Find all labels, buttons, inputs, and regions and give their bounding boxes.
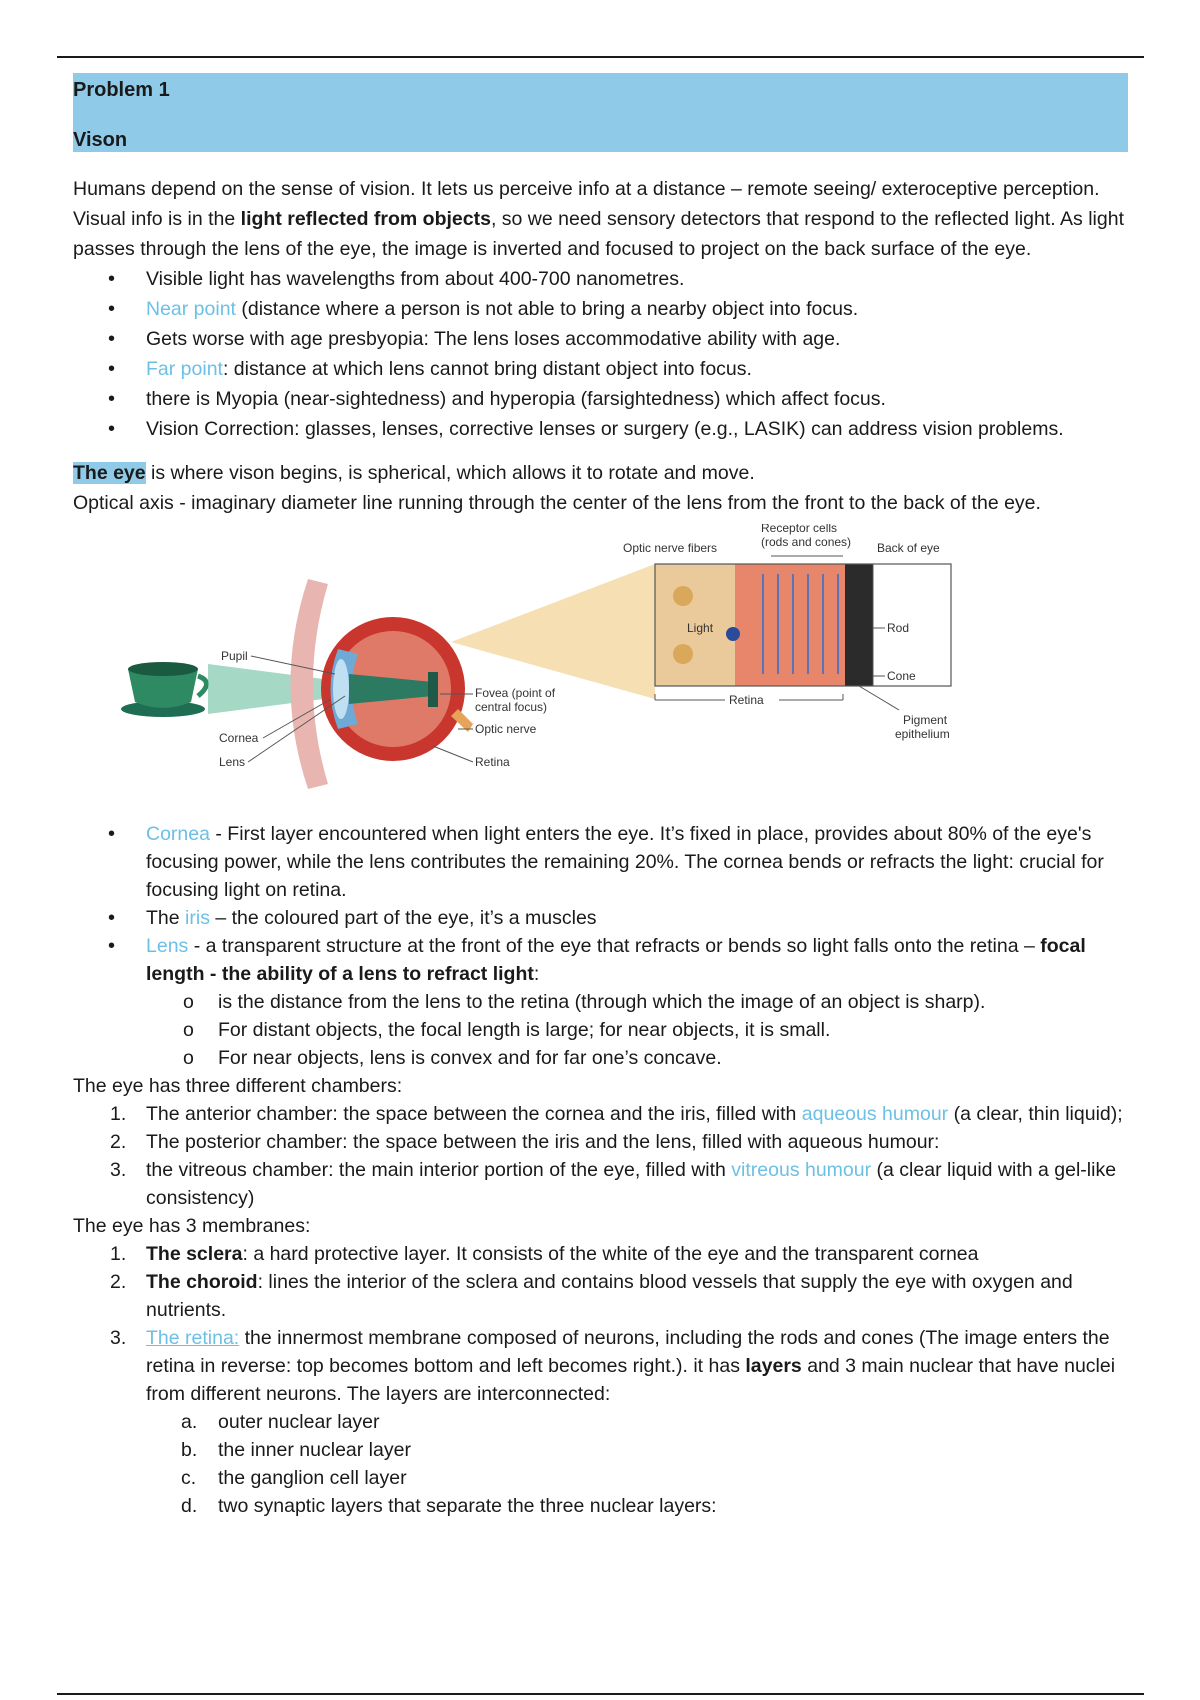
list-item: • Visible light has wavelengths from about 400-700 nanometres.: [73, 264, 1128, 294]
label-lens: Lens: [219, 755, 246, 769]
list-item: • there is Myopia (near-sightedness) and hyperopia (farsightedness) which affect focus.: [73, 384, 1128, 414]
list-item: 3. the vitreous chamber: the main interior portion of the eye, filled with vitreous humour (a clear liquid with a gel-like consistency): [110, 1159, 1117, 1209]
chambers-title: The eye has three different chambers:: [73, 1075, 403, 1097]
membranes-title: The eye has 3 membranes:: [73, 1215, 311, 1237]
list-item: 3. The retina: the innermost membrane composed of neurons, including the rods and cones (The image enters the retina in reverse: top becomes bottom and left becomes right.). it has layers and 3 main nuclear that have nuclei from different neurons. The layers are interconnected:: [110, 1327, 1116, 1405]
label-pigment: Pigment: [903, 713, 948, 727]
list-item: o For near objects, lens is convex and for far one’s concave.: [73, 1044, 1128, 1072]
list-item: 1. The anterior chamber: the space between the cornea and the iris, filled with aqueous humour (a clear, thin liquid);: [110, 1103, 1123, 1125]
label-pigment-sub: epithelium: [895, 727, 950, 741]
label-receptor-sub: (rods and cones): [761, 535, 852, 549]
teacup-icon: [121, 662, 207, 717]
optical-axis-paragraph: Optical axis - imaginary diameter line running through the center of the lens from the front to the back of the eye.: [73, 492, 1041, 514]
label-rod: Rod: [887, 621, 910, 635]
bottom-rule: [57, 1693, 1144, 1695]
label-fovea: Fovea (point of: [475, 686, 556, 700]
eye-diagram: [73, 524, 1128, 792]
list-item: 1. The sclera: a hard protective layer. It consists of the white of the eye and the transparent cornea: [110, 1243, 979, 1265]
list-item: a. outer nuclear layer: [181, 1411, 380, 1433]
list-item: • Near point (distance where a person is not able to bring a nearby object into focus.: [73, 294, 1128, 324]
list-item: • Vision Correction: glasses, lenses, corrective lenses or surgery (e.g., LASIK) can address vision problems.: [73, 414, 1128, 444]
label-light: Light: [687, 621, 714, 635]
eyeball-icon: [321, 617, 473, 761]
focal-length-sublist: [73, 988, 1128, 1072]
list-item: 2. The posterior chamber: the space between the iris and the lens, filled with aqueous humour:: [110, 1131, 940, 1153]
label-back-of-eye: Back of eye: [877, 541, 940, 555]
label-optic-fibers: Optic nerve fibers: [623, 541, 718, 555]
document-page: [73, 73, 1128, 1520]
label-fovea-sub: central focus): [475, 700, 548, 714]
list-item: o For distant objects, the focal length is large; for near objects, it is small.: [73, 1016, 1128, 1044]
intro-paragraph-2: Visual info is in the light reflected from objects, so we need sensory detectors that respond to the reflected light. As light passes through the lens of the eye, the image is inverted and focused to project on the back surface of the eye.: [73, 208, 1124, 260]
eye-diagram-svg: [73, 524, 1128, 792]
list-item: o is the distance from the lens to the retina (through which the image of an object is sharp).: [73, 988, 1128, 1016]
magnification-cone: [451, 564, 655, 699]
list-item: d. two synaptic layers that separate the three nuclear layers:: [181, 1495, 717, 1517]
list-item: • Gets worse with age presbyopia: The lens loses accommodative ability with age.: [73, 324, 1128, 354]
label-retina: Retina: [475, 755, 510, 769]
vision-facts-list: [73, 264, 1128, 444]
intro-paragraph-1: Humans depend on the sense of vision. It lets us perceive info at a distance – remote seeing/ exteroceptive perception.: [73, 178, 1100, 200]
eye-paragraph: The eye is where vison begins, is spherical, which allows it to rotate and move.: [73, 462, 755, 484]
problem-title: Problem 1: [73, 79, 170, 101]
list-item: • Lens - a transparent structure at the front of the eye that refracts or bends so light falls onto the retina – focal length - the ability of a lens to refract light:: [73, 932, 1128, 988]
label-retina-panel: Retina: [729, 693, 764, 707]
label-cornea: Cornea: [219, 731, 259, 745]
label-cone: Cone: [887, 669, 916, 683]
list-item: 2. The choroid: lines the interior of the sclera and contains blood vessels that supply the eye with oxygen and nutrients.: [110, 1271, 1073, 1321]
chambers-list: [73, 1100, 1128, 1212]
eye-structures-list: [73, 820, 1128, 988]
list-item: c. the ganglion cell layer: [181, 1467, 407, 1489]
topic-title: Vison: [73, 129, 128, 151]
problem-header: [73, 73, 1128, 152]
list-item: b. the inner nuclear layer: [181, 1439, 411, 1461]
top-rule: [57, 56, 1144, 58]
label-optic-nerve: Optic nerve: [475, 722, 537, 736]
retina-layers-list: [73, 1408, 1128, 1520]
label-pupil: Pupil: [221, 649, 248, 663]
list-item: • Far point: distance at which lens cannot bring distant object into focus.: [73, 354, 1128, 384]
list-item: • The iris – the coloured part of the eye, it’s a muscles: [73, 904, 1128, 932]
membranes-list: [73, 1240, 1128, 1408]
list-item: • Cornea - First layer encountered when light enters the eye. It’s fixed in place, provides about 80% of the eye's focusing power, while the lens contributes the remaining 20%. The cornea bends or refracts the light: crucial for focusing light on retina.: [73, 820, 1128, 904]
label-receptor: Receptor cells: [761, 524, 838, 535]
